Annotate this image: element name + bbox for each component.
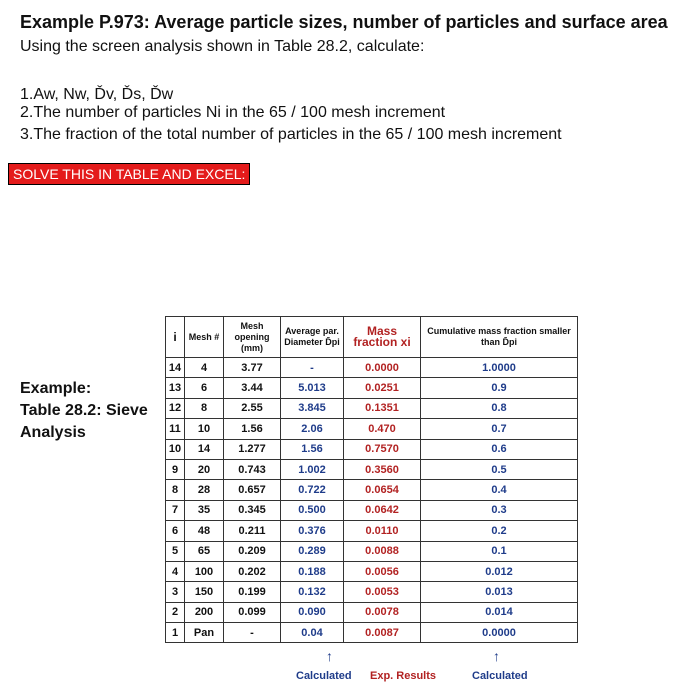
question-3: 3.The fraction of the total number of particles in the 65 / 100 mesh increment [20, 126, 562, 143]
example-label-line3: Analysis [20, 424, 86, 441]
cell-diameter: - [281, 358, 344, 378]
table-row [166, 378, 578, 398]
cell-mass: 0.0088 [344, 541, 421, 561]
table-row [166, 419, 578, 439]
cell-cumulative: 0.9 [421, 378, 578, 398]
cell-mass: 0.0087 [344, 623, 421, 643]
header-mesh: Mesh # [185, 317, 224, 358]
cell-i: 6 [166, 521, 185, 541]
header-diameter: Average par. Diameter D̄pi [281, 317, 344, 358]
cell-i: 13 [166, 378, 185, 398]
table-row [166, 459, 578, 479]
cell-mesh: 200 [185, 602, 224, 622]
cell-mesh: 10 [185, 419, 224, 439]
cell-mesh: 150 [185, 582, 224, 602]
cell-i: 11 [166, 419, 185, 439]
table-row [166, 358, 578, 378]
table-header-row [166, 317, 578, 358]
cell-diameter: 0.376 [281, 521, 344, 541]
label-calculated-left: Calculated [296, 670, 352, 682]
cell-mesh: 20 [185, 459, 224, 479]
cell-i: 2 [166, 602, 185, 622]
cell-diameter: 1.56 [281, 439, 344, 459]
label-exp-results: Exp. Results [370, 670, 437, 682]
cell-cumulative: 0.012 [421, 561, 578, 581]
cell-opening: 0.202 [224, 561, 281, 581]
cell-mass: 0.3560 [344, 459, 421, 479]
cell-cumulative: 0.6 [421, 439, 578, 459]
cell-mesh: 14 [185, 439, 224, 459]
sieve-analysis-table [165, 316, 578, 643]
cell-i: 4 [166, 561, 185, 581]
header-mass-fraction: Mass fraction xi [344, 317, 421, 358]
cell-cumulative: 0.7 [421, 419, 578, 439]
cell-mesh: 28 [185, 480, 224, 500]
cell-opening: 0.099 [224, 602, 281, 622]
table-row [166, 480, 578, 500]
label-calculated-right: Calculated [472, 670, 528, 682]
table-row [166, 561, 578, 581]
cell-opening: 0.657 [224, 480, 281, 500]
cell-opening: 3.44 [224, 378, 281, 398]
cell-cumulative: 0.013 [421, 582, 578, 602]
cell-opening: 0.199 [224, 582, 281, 602]
table-row [166, 541, 578, 561]
cell-mass: 0.0056 [344, 561, 421, 581]
cell-mesh: 35 [185, 500, 224, 520]
cell-opening: 2.55 [224, 398, 281, 418]
cell-cumulative: 0.8 [421, 398, 578, 418]
cell-diameter: 5.013 [281, 378, 344, 398]
cell-mesh: 6 [185, 378, 224, 398]
cell-mass: 0.0654 [344, 480, 421, 500]
cell-mass: 0.0000 [344, 358, 421, 378]
cell-mesh: 65 [185, 541, 224, 561]
cell-i: 10 [166, 439, 185, 459]
cell-cumulative: 0.1 [421, 541, 578, 561]
cell-opening: 0.211 [224, 521, 281, 541]
cell-mass: 0.0251 [344, 378, 421, 398]
table-row [166, 500, 578, 520]
cell-mesh: 100 [185, 561, 224, 581]
cell-mass: 0.0110 [344, 521, 421, 541]
cell-opening: 1.277 [224, 439, 281, 459]
cell-i: 12 [166, 398, 185, 418]
cell-diameter: 0.090 [281, 602, 344, 622]
header-cumulative: Cumulative mass fraction smaller than D̄pi [421, 317, 578, 358]
cell-cumulative: 0.5 [421, 459, 578, 479]
arrow-up-icon: ↑ [326, 648, 333, 664]
cell-cumulative: 0.014 [421, 602, 578, 622]
table-row [166, 521, 578, 541]
cell-mass: 0.0078 [344, 602, 421, 622]
example-label-line2: Table 28.2: Sieve [20, 402, 148, 419]
cell-mass: 0.7570 [344, 439, 421, 459]
cell-opening: 0.743 [224, 459, 281, 479]
cell-mesh: 8 [185, 398, 224, 418]
cell-opening: - [224, 623, 281, 643]
cell-diameter: 3.845 [281, 398, 344, 418]
table-row [166, 398, 578, 418]
cell-mass: 0.0642 [344, 500, 421, 520]
cell-i: 7 [166, 500, 185, 520]
cell-mass: 0.1351 [344, 398, 421, 418]
example-label-line1: Example: [20, 380, 92, 397]
cell-mass: 0.470 [344, 419, 421, 439]
solve-banner: SOLVE THIS IN TABLE AND EXCEL: [8, 163, 250, 185]
page-subtitle: Using the screen analysis shown in Table 28.2, calculate: [20, 38, 425, 55]
cell-mesh: 48 [185, 521, 224, 541]
cell-cumulative: 0.0000 [421, 623, 578, 643]
page-title: Example P.973: Average particle sizes, number of particles and surface area [20, 12, 668, 32]
cell-diameter: 0.04 [281, 623, 344, 643]
cell-i: 5 [166, 541, 185, 561]
table-row [166, 602, 578, 622]
cell-cumulative: 0.3 [421, 500, 578, 520]
header-opening: Mesh opening (mm) [224, 317, 281, 358]
arrow-up-icon: ↑ [493, 648, 500, 664]
cell-mesh: 4 [185, 358, 224, 378]
cell-opening: 0.345 [224, 500, 281, 520]
cell-mass: 0.0053 [344, 582, 421, 602]
cell-i: 1 [166, 623, 185, 643]
cell-opening: 0.209 [224, 541, 281, 561]
question-1: 1.Aw, Nw, Ďv, Ďs, Ďw [20, 86, 174, 103]
cell-i: 3 [166, 582, 185, 602]
cell-diameter: 0.132 [281, 582, 344, 602]
table-row [166, 623, 578, 643]
cell-diameter: 1.002 [281, 459, 344, 479]
header-i: i [166, 317, 185, 358]
question-2: 2.The number of particles Ni in the 65 / 100 mesh increment [20, 104, 446, 121]
cell-i: 14 [166, 358, 185, 378]
cell-cumulative: 0.4 [421, 480, 578, 500]
cell-cumulative: 1.0000 [421, 358, 578, 378]
cell-diameter: 0.188 [281, 561, 344, 581]
cell-i: 8 [166, 480, 185, 500]
cell-opening: 1.56 [224, 419, 281, 439]
cell-i: 9 [166, 459, 185, 479]
cell-diameter: 0.289 [281, 541, 344, 561]
cell-diameter: 0.500 [281, 500, 344, 520]
cell-cumulative: 0.2 [421, 521, 578, 541]
cell-mesh: Pan [185, 623, 224, 643]
cell-diameter: 2.06 [281, 419, 344, 439]
example-label [20, 378, 148, 444]
table-row [166, 439, 578, 459]
table-row [166, 582, 578, 602]
cell-opening: 3.77 [224, 358, 281, 378]
cell-diameter: 0.722 [281, 480, 344, 500]
